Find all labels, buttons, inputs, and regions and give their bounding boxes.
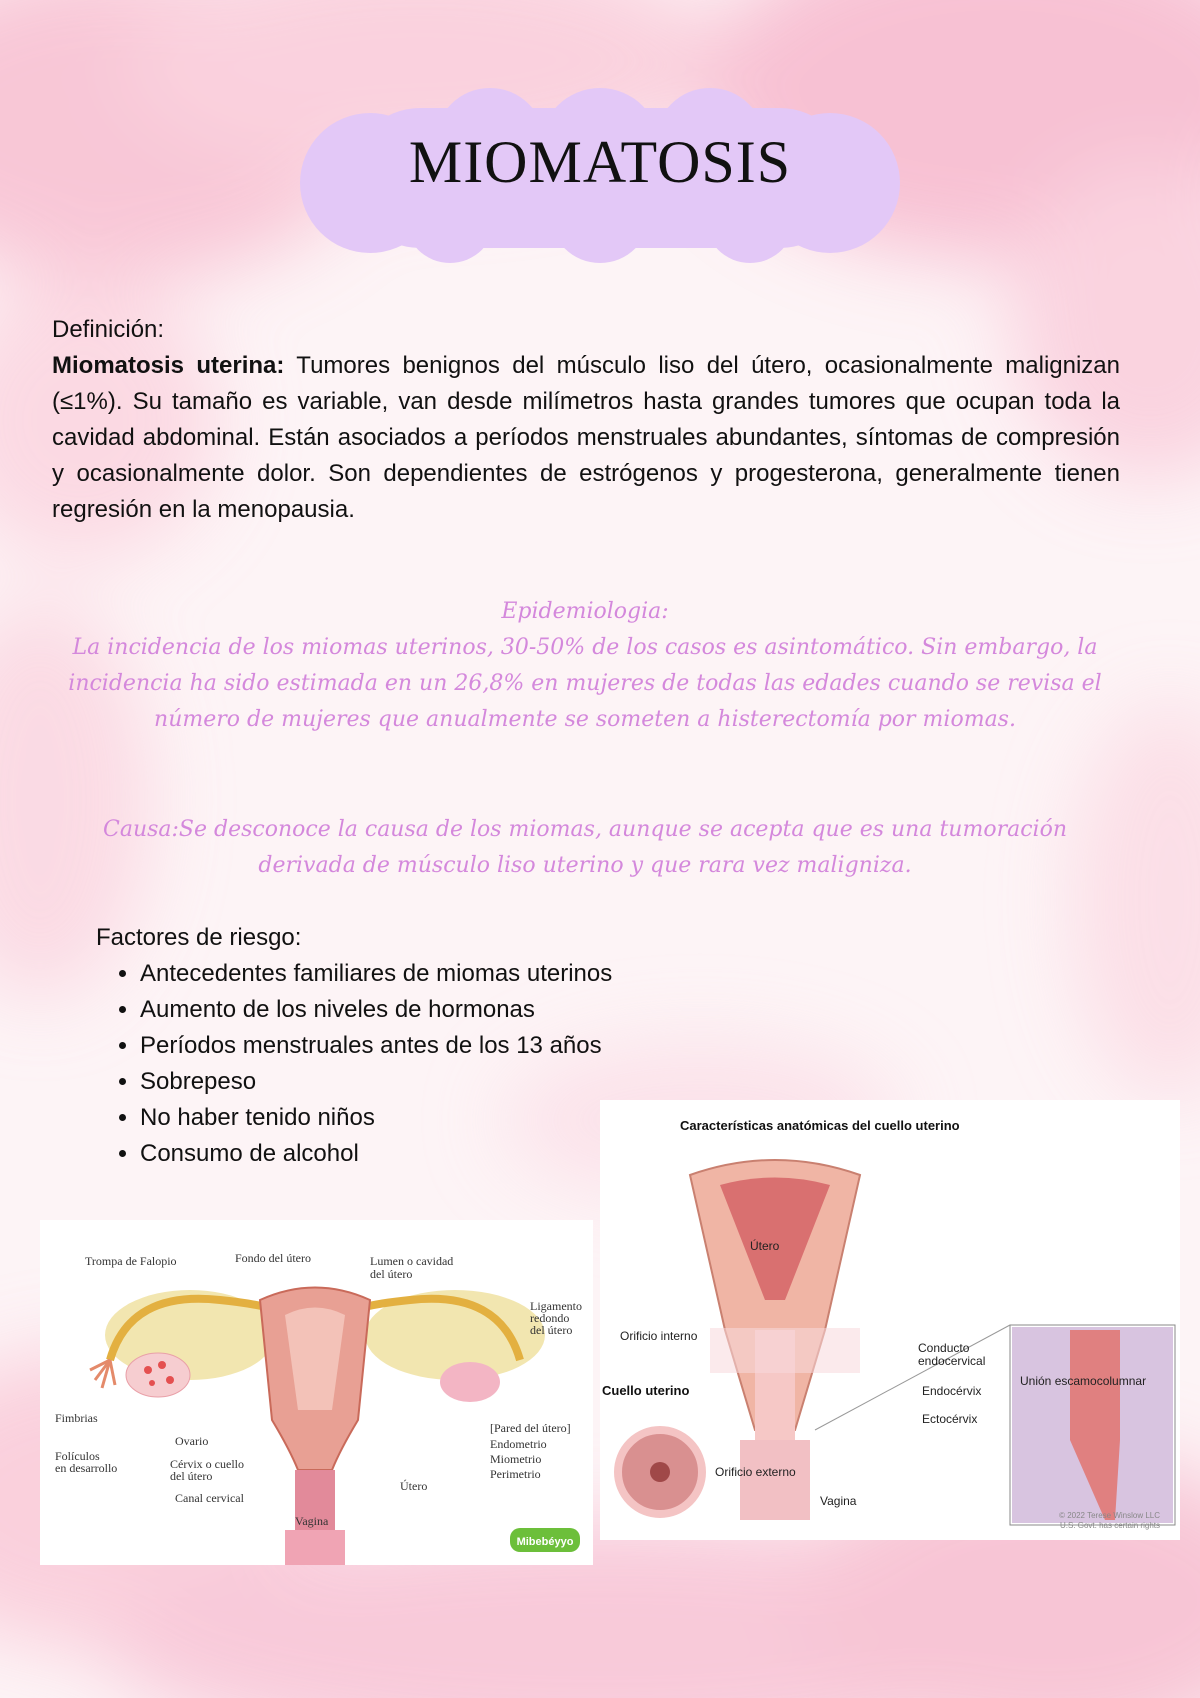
cervix-anatomy-figure — [600, 1100, 1180, 1540]
label-vagina: Vagina — [820, 1494, 857, 1508]
label-ovario: Ovario — [175, 1434, 209, 1448]
epidemiology-section — [60, 594, 1110, 738]
vagina-shape — [740, 1440, 810, 1520]
risk-factors-heading: Factores de riesgo: — [96, 924, 302, 951]
list-item: • Antecedentes familiares de miomas uterinos — [140, 956, 612, 992]
definition-paragraph — [52, 348, 1120, 528]
label-endocervix: Endocérvix — [922, 1384, 982, 1398]
label-conducto-2: endocervical — [918, 1354, 986, 1368]
label-conducto-1: Conducto — [918, 1341, 970, 1355]
label-cervix-2: del útero — [170, 1469, 213, 1483]
definition-term: Miomatosis uterina: — [52, 352, 285, 379]
label-lumen-1: Lumen o cavidad — [370, 1254, 454, 1268]
label-orificio-externo: Orificio externo — [715, 1465, 796, 1479]
list-item: • Sobrepeso — [140, 1064, 612, 1100]
left-ovary-shape — [126, 1353, 190, 1397]
vagina-shape — [285, 1530, 345, 1565]
label-fimbrias: Fimbrias — [55, 1411, 98, 1425]
epidemiology-text: La incidencia de los miomas uterinos, 30-50% de los casos es asintomático. Sin embargo, la incidencia ha sido estimada en un 26,8% en mujeres de todas las edades cuando se revisa el número de mujeres que anualmente se someten a histerectomía por miomas. — [68, 635, 1102, 732]
label-cuello-uterino: Cuello uterino — [602, 1383, 690, 1398]
definition-section — [52, 312, 1120, 528]
label-ectocervix: Ectocérvix — [922, 1412, 978, 1426]
label-trompa: Trompa de Falopio — [85, 1254, 177, 1268]
brand-logo-text: Mibebéyyo — [516, 1536, 574, 1548]
cause-section — [60, 812, 1110, 884]
label-utero: Útero — [400, 1479, 428, 1493]
list-item: • Aumento de los niveles de hormonas — [140, 992, 612, 1028]
right-ovary-shape — [440, 1362, 500, 1402]
figure-title: Características anatómicas del cuello uterino — [680, 1118, 960, 1133]
copyright-line-2: U.S. Govt. has certain rights — [1059, 1521, 1160, 1530]
list-item: • Períodos menstruales antes de los 13 años — [140, 1028, 612, 1064]
label-utero: Útero — [750, 1239, 780, 1253]
list-item: • No haber tenido niños — [140, 1100, 612, 1136]
risk-factors-list — [96, 956, 612, 1172]
definition-heading: Definición: — [52, 316, 165, 343]
label-ligamento-1: Ligamento — [530, 1299, 582, 1313]
risk-factors-section — [96, 920, 612, 1172]
page-title: MIOMATOSIS — [408, 129, 792, 195]
label-perimetrio: Perimetrio — [490, 1467, 541, 1481]
label-lumen-2: del útero — [370, 1267, 413, 1281]
label-canal: Canal cervical — [175, 1491, 244, 1505]
label-orificio-interno: Orificio interno — [620, 1329, 698, 1343]
list-item: • Consumo de alcohol — [140, 1136, 612, 1172]
label-fondo: Fondo del útero — [235, 1251, 311, 1265]
label-foliculos-2: en desarrollo — [55, 1461, 118, 1475]
label-union: Unión escamocolumnar — [1020, 1374, 1147, 1388]
epidemiology-heading: Epidemiologia: — [501, 599, 669, 624]
label-endometrio: Endometrio — [490, 1437, 547, 1451]
definition-text: Tumores benignos del músculo liso del útero, ocasionalmente malignizan (≤1%). Su tamaño es variable, van desde milímetros hasta grandes tumores que ocupan toda la cavidad abdominal. Están asociados a períodos menstruales abundantes, síntomas de compresión y ocasionalmente dolor. Son dependientes de estrógenos y progesterona, generalmente tienen regresión en la menopausia. — [52, 352, 1120, 523]
uterus-anatomy-figure — [40, 1220, 593, 1565]
fimbriae-shape — [90, 1360, 115, 1388]
cervix-opening — [650, 1462, 670, 1482]
label-miometrio: Miometrio — [490, 1452, 542, 1466]
label-ligamento-2: redondo — [530, 1311, 570, 1325]
label-ligamento-3: del útero — [530, 1323, 573, 1337]
label-vagina: Vagina — [295, 1514, 329, 1528]
highlight-region — [710, 1328, 860, 1373]
copyright-line-1: © 2022 Terese Winslow LLC — [1059, 1511, 1160, 1520]
cause-text: Causa:Se desconoce la causa de los miomas, aunque se acepta que es una tumoración derivada de músculo liso uterino y que rara vez maligniza. — [103, 817, 1067, 878]
label-cervix-1: Cérvix o cuello — [170, 1457, 244, 1471]
label-foliculos-1: Folículos — [55, 1449, 100, 1463]
label-pared: [Pared del útero] — [490, 1421, 571, 1435]
